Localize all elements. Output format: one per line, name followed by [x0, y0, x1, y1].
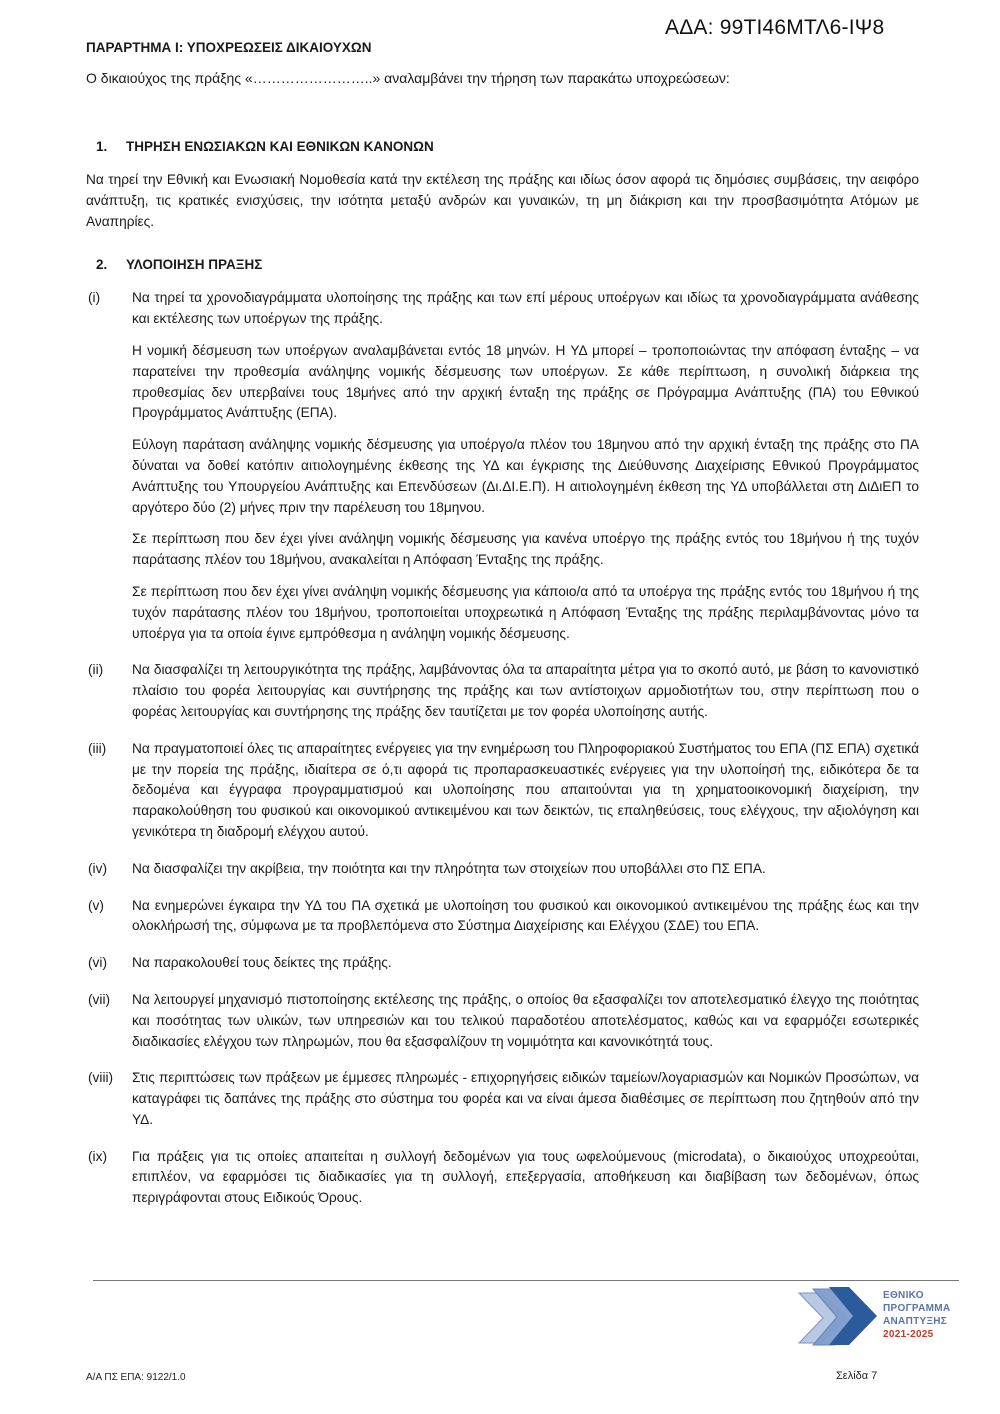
section-heading	[86, 255, 919, 275]
page-number: Σελίδα 7	[836, 1370, 878, 1382]
section-number: 1.	[96, 139, 108, 154]
item-paragraph: Να ενημερώνει έγκαιρα την ΥΔ του ΠΑ σχετικά με υλοποίηση του φυσικού και οικονομικού αντικειμένου της πράξης έως και την ολοκλήρωσή της, σύμφωνα με τα προβλεπόμενα στο Σύστημα Διαχείρισης και Ελέγχου (ΣΔΕ) του ΕΠΑ.	[132, 897, 919, 934]
item-label: (iv)	[88, 860, 108, 876]
logo-years: 2021-2025	[883, 1329, 934, 1340]
item-paragraph: Σε περίπτωση που δεν έχει γίνει ανάληψη νομικής δέσμευσης για κανένα υποέργο της πράξης εντός του 18μήνου ή της τυχόν παράτασης πλέον του 18μήνου, ανακαλείται η Απόφαση Ένταξης της πράξης.	[132, 531, 919, 568]
list-item	[86, 990, 919, 1052]
item-paragraph: Να τηρεί τα χρονοδιαγράμματα υλοποίησης της πράξης και των επί μέρους υποέργων και ιδίως τα χρονοδιαγράμματα ανάθεσης και εκτέλεσης των υποέργων της πράξης.	[132, 290, 919, 327]
item-label: (v)	[88, 897, 104, 913]
item-paragraph: Σε περίπτωση που δεν έχει γίνει ανάληψη νομικής δέσμευσης για κάποιο/α από τα υποέργα της πράξης εντός του 18μήνου ή της τυχόν παράτασης πλέον του 18μήνου, τροποποιείται υποχρεωτικά η Απόφαση Ένταξης της πράξης περιλαμβάνοντας μόνο τα υποέργα για τα οποία έγινε εμπρόθεσμα η ανάληψη νομικής δέσμευσης.	[132, 583, 919, 641]
item-label: (ix)	[88, 1148, 108, 1164]
section-number: 2.	[96, 257, 108, 273]
list-item	[86, 739, 919, 843]
footer-reference: Α/Α ΠΣ ΕΠΑ: 9122/1.0	[86, 1372, 186, 1383]
list-item	[86, 288, 919, 644]
item-label: (ii)	[88, 662, 104, 678]
item-paragraph: Να διασφαλίζει τη λειτουργικότητα της πράξης, λαμβάνοντας όλα τα απαραίτητα μέτρα για το σκοπό αυτό, με βάση το κανονιστικό πλαίσιο του φορέα λειτουργίας και συντήρησης της πράξης και των αντίστοιχων αρμοδιοτήτων του, στην περίπτωση που ο φορέας λειτουργίας και συντήρησης της πράξης δεν ταυτίζεται με τον φορέα υλοποίησης αυτής.	[132, 662, 919, 719]
list-item	[86, 859, 919, 880]
epa-logo	[795, 1285, 965, 1350]
list-item	[86, 1147, 919, 1209]
logo-line: ΠΡΟΓΡΑΜΜΑ	[883, 1303, 951, 1314]
list-item	[86, 660, 919, 722]
document-body	[86, 137, 919, 1209]
item-label: (iii)	[88, 740, 107, 756]
intro-text: Ο δικαιούχος της πράξης «……………………..» αναλαμβάνει την τήρηση των παρακάτω υποχρεώσεων:	[86, 70, 730, 86]
logo-line: ΕΘΝΙΚΟ	[883, 1290, 924, 1301]
logo-text	[883, 1289, 950, 1341]
item-paragraph: Για πράξεις για τις οποίες απαιτείται η συλλογή δεδομένων για τους ωφελούμενους (microdata), ο δικαιούχος υποχρεούται, επιπλέον, να εφαρμόσει τις διαδικασίες για τη συλλογή, επεξεργασία, αποθήκευση και διαβίβαση των δεδομένων, όπως περιγράφονται στους Ειδικούς Όρους.	[132, 1148, 919, 1206]
section-paragraph: Να τηρεί την Εθνική και Ενωσιακή Νομοθεσία κατά την εκτέλεση της πράξης και ιδίως όσον αφορά τις δημόσιες συμβάσεις, την αειφόρο ανάπτυξη, τις κρατικές ενισχύσεις, την ισότητα μεταξύ ανδρών και γυναικών, τη μη διάκριση και την προσβασιμότητα Ατόμων με Αναπηρίες.	[86, 172, 919, 229]
item-label: (vii)	[88, 991, 111, 1007]
item-paragraph: Εύλογη παράταση ανάληψης νομικής δέσμευσης για υποέργο/α πλέον του 18μηνου από την αρχική ένταξη της πράξης στο ΠΑ δύναται να δοθεί κατόπιν αιτιολογημένης έκθεσης της ΥΔ και έγκρισης της Διεύθυνσης Διαχείρισης Εθνικού Προγράμματος Ανάπτυξης του Υπουργείου Ανάπτυξης και Επενδύσεων (Δι.ΔΙ.Ε.Π). Η αιτιολογημένη έκθεση της ΥΔ υποβάλλεται στη ΔιΔιΕΠ το αργότερο δύο (2) μήνες πριν την παρέλευση του 18μηνου.	[132, 437, 919, 515]
section-heading	[86, 137, 919, 157]
list-item	[86, 896, 919, 938]
chevron-logo-icon	[795, 1285, 883, 1350]
section-title: ΤΗΡΗΣΗ ΕΝΩΣΙΑΚΩΝ ΚΑΙ ΕΘΝΙΚΩΝ ΚΑΝΟΝΩΝ	[126, 139, 434, 154]
list-item	[86, 1068, 919, 1130]
item-label: (viii)	[88, 1070, 114, 1086]
ada-code: ΑΔΑ: 99ΤΙ46ΜΤΛ6-ΙΨ8	[665, 16, 885, 39]
item-label: (vi)	[88, 955, 108, 971]
item-paragraph: Να διασφαλίζει την ακρίβεια, την ποιότητα και την πληρότητα των στοιχείων που υποβάλλει στο ΠΣ ΕΠΑ.	[132, 860, 766, 876]
annex-title: ΠΑΡΑΡΤΗΜΑ Ι: ΥΠΟΧΡΕΩΣΕΙΣ ΔΙΚΑΙΟΥΧΩΝ	[86, 40, 372, 55]
item-paragraph: Να παρακολουθεί τους δείκτες της πράξης.	[132, 955, 392, 971]
item-paragraph: Η νομική δέσμευση των υποέργων αναλαμβάνεται εντός 18 μηνών. Η ΥΔ μπορεί – τροποποιώντας την απόφαση ένταξης – να παρατείνει την προθεσμία ανάληψης νομικής δέσμευσης των υποέργων. Σε κάθε περίπτωση, η συνολική διάρκεια της προθεσμίας δεν υπερβαίνει τους 18μήνες από την αρχική ένταξη της πράξης σε Πρόγραμμα Ανάπτυξης (ΠΑ) του Εθνικού Προγράμματος Ανάπτυξης (ΕΠΑ).	[132, 342, 919, 421]
item-paragraph: Να λειτουργεί μηχανισμό πιστοποίησης εκτέλεσης της πράξης, ο οποίος θα εξασφαλίζει τον αποτελεσματικό έλεγχο της ποιότητας και ποσότητας των υλικών, των υπηρεσιών και του τελικού παραδοτέου αποτελέσματος, καθώς και να εφαρμόζει εσωτερικές διαδικασίες ελέγχου των πληρωμών, που θα εξασφαλίζουν τη νομιμότητα και κανονικότητά τους.	[132, 991, 919, 1049]
list-item	[86, 953, 919, 974]
logo-line: ΑΝΑΠΤΥΞΗΣ	[883, 1316, 948, 1327]
item-paragraph: Στις περιπτώσεις των πράξεων με έμμεσες πληρωμές - επιχορηγήσεις ειδικών ταμείων/λογαριασμών και Νομικών Προσώπων, να καταγράφει τις δαπάνες της πράξης στο σύστημα του φορέα και να είναι άμεσα διαθέσιμες σε περίπτωση που ζητηθούν από την ΥΔ.	[132, 1070, 919, 1127]
item-paragraph: Να πραγματοποιεί όλες τις απαραίτητες ενέργειες για την ενημέρωση του Πληροφοριακού Συστήματος του ΕΠΑ (ΠΣ ΕΠΑ) σχετικά με την πορεία της πράξης, ιδιαίτερα σε ό,τι αφορά τις προπαρασκευαστικές ενέργειες για την υλοποίησή της, ειδικότερα δε τα δεδομένα και έγγραφα προγραμματισμού και υλοποίησης που απαιτούνται για τη χρηματοοικονομική διαχείριση, την παρακολούθηση του φυσικού και οικονομικού αντικειμένου και των δεικτών, τις επαληθεύσεις, τους ελέγχους, την αξιολόγηση και γενικότερα τη διαδρομή ελέγχου αυτού.	[132, 740, 919, 839]
obligations-list	[86, 288, 919, 1209]
footer-divider	[93, 1280, 959, 1281]
section-title: ΥΛΟΠΟΙΗΣΗ ΠΡΑΞΗΣ	[126, 257, 263, 273]
item-label: (i)	[88, 290, 101, 306]
